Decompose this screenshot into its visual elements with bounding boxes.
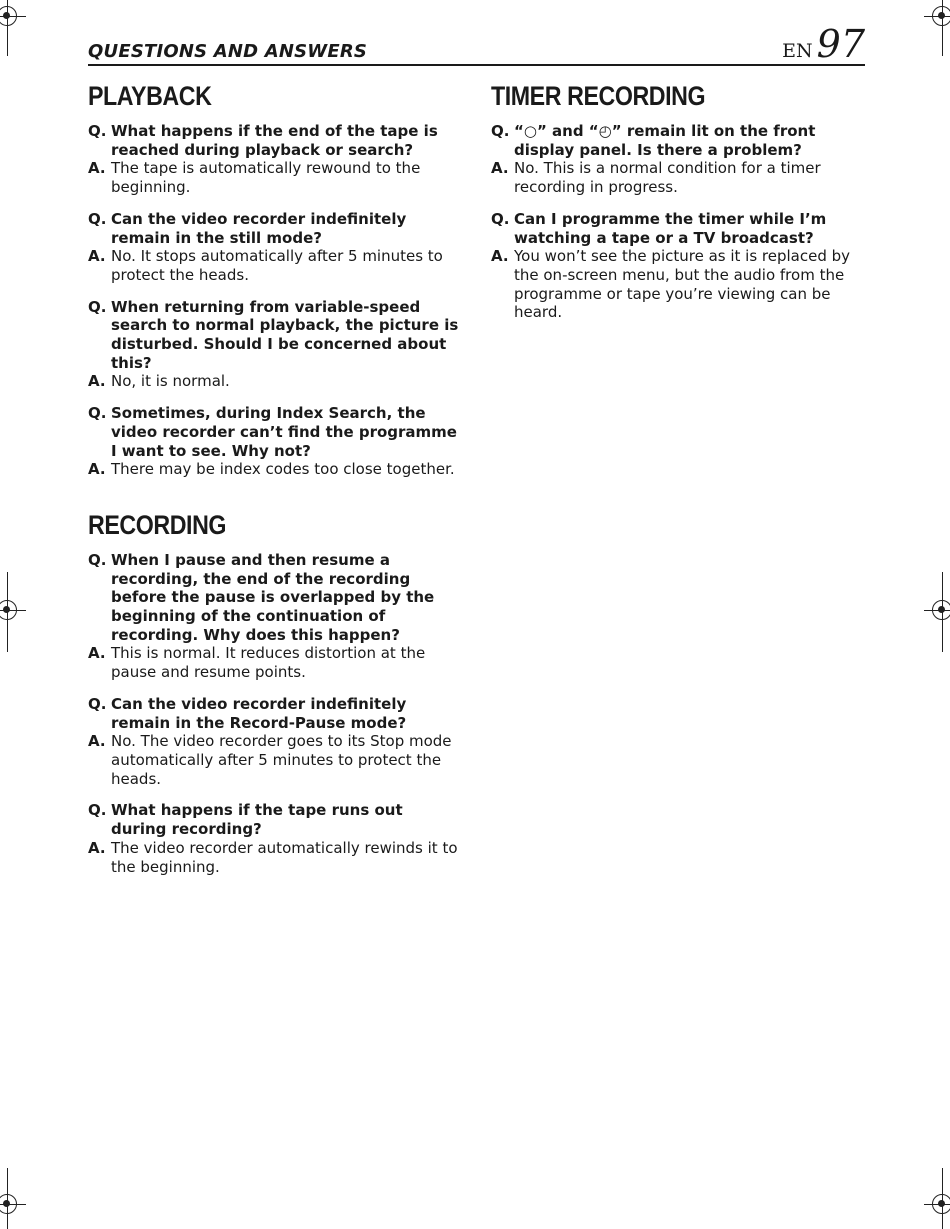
answer-text: The tape is automatically rewound to the beginning. [111, 159, 421, 197]
qa-item [88, 298, 460, 392]
qa-item [88, 404, 460, 479]
question-marker: Q. [88, 209, 107, 228]
qa-item [88, 801, 460, 876]
question-marker: Q. [88, 694, 107, 713]
answer-text: No, it is normal. [111, 372, 230, 391]
question-marker: Q. [88, 297, 107, 316]
answer-marker: A. [88, 838, 106, 857]
section-title-timer-recording: TIMER RECORDING [491, 81, 706, 111]
question-text: Sometimes, during Index Search, the video recorder can’t find the programme I want to see. Why not? [111, 404, 457, 460]
header-title: QUESTIONS AND ANSWERS [88, 41, 368, 62]
answer-text: No. This is a normal condition for a timer recording in progress. [514, 159, 821, 197]
question-text: Can the video recorder indefinitely remain in the Record-Pause mode? [111, 694, 407, 732]
answer-marker: A. [88, 159, 106, 178]
section-title-playback: PLAYBACK [88, 81, 212, 111]
answer-text: No. The video recorder goes to its Stop mode automatically after 5 minutes to protect the heads. [111, 732, 452, 788]
question-text: Can I programme the timer while I’m watching a tape or a TV broadcast? [514, 209, 827, 247]
section-title-recording: RECORDING [88, 509, 227, 540]
qa-item [88, 695, 460, 789]
header-page-info [782, 24, 865, 64]
answer-marker: A. [88, 372, 106, 391]
question-text: What happens if the tape runs out during recording? [111, 801, 403, 839]
answer-text: No. It stops automatically after 5 minutes to protect the heads. [111, 247, 443, 284]
question-text: When I pause and then resume a recording, the end of the recording before the pause is overlapped by the beginning of the continuation of recording. Why does this happen? [111, 550, 435, 644]
qa-item [491, 210, 865, 322]
question-text: What happens if the end of the tape is reached during playback or search? [111, 122, 438, 159]
answer-marker: A. [88, 732, 106, 751]
page-header [88, 22, 865, 66]
right-column [491, 76, 865, 322]
answer-marker: A. [491, 247, 509, 266]
answer-marker: A. [491, 159, 509, 178]
qa-item [491, 122, 865, 197]
question-marker: Q. [491, 209, 510, 228]
answer-marker: A. [88, 644, 106, 663]
answer-text: You won’t see the picture as it is replaced by the on-screen menu, but the audio from the programme or tape you’re viewing can be heard. [514, 247, 851, 322]
answer-text: The video recorder automatically rewinds it to the beginning. [111, 838, 458, 876]
answer-text: There may be index codes too close together. [111, 460, 455, 479]
left-column [88, 76, 460, 876]
question-marker: Q. [88, 550, 107, 569]
question-marker: Q. [491, 122, 510, 140]
language-code: EN [782, 40, 813, 62]
qa-item [88, 122, 460, 197]
qa-item [88, 551, 460, 682]
qa-item [88, 210, 460, 285]
question-marker: Q. [88, 801, 107, 820]
answer-marker: A. [88, 247, 106, 266]
answer-marker: A. [88, 460, 106, 479]
page-number: 97 [816, 22, 865, 66]
question-text: Can the video recorder indefinitely remain in the still mode? [111, 209, 407, 247]
question-marker: Q. [88, 122, 107, 140]
answer-text: This is normal. It reduces distortion at the pause and resume points. [111, 644, 426, 682]
question-text: “○” and “◴” remain lit on the front display panel. Is there a problem? [514, 122, 816, 159]
question-text: When returning from variable-speed search to normal playback, the picture is disturbed. Should I be concerned about this? [111, 297, 459, 372]
question-marker: Q. [88, 404, 107, 423]
